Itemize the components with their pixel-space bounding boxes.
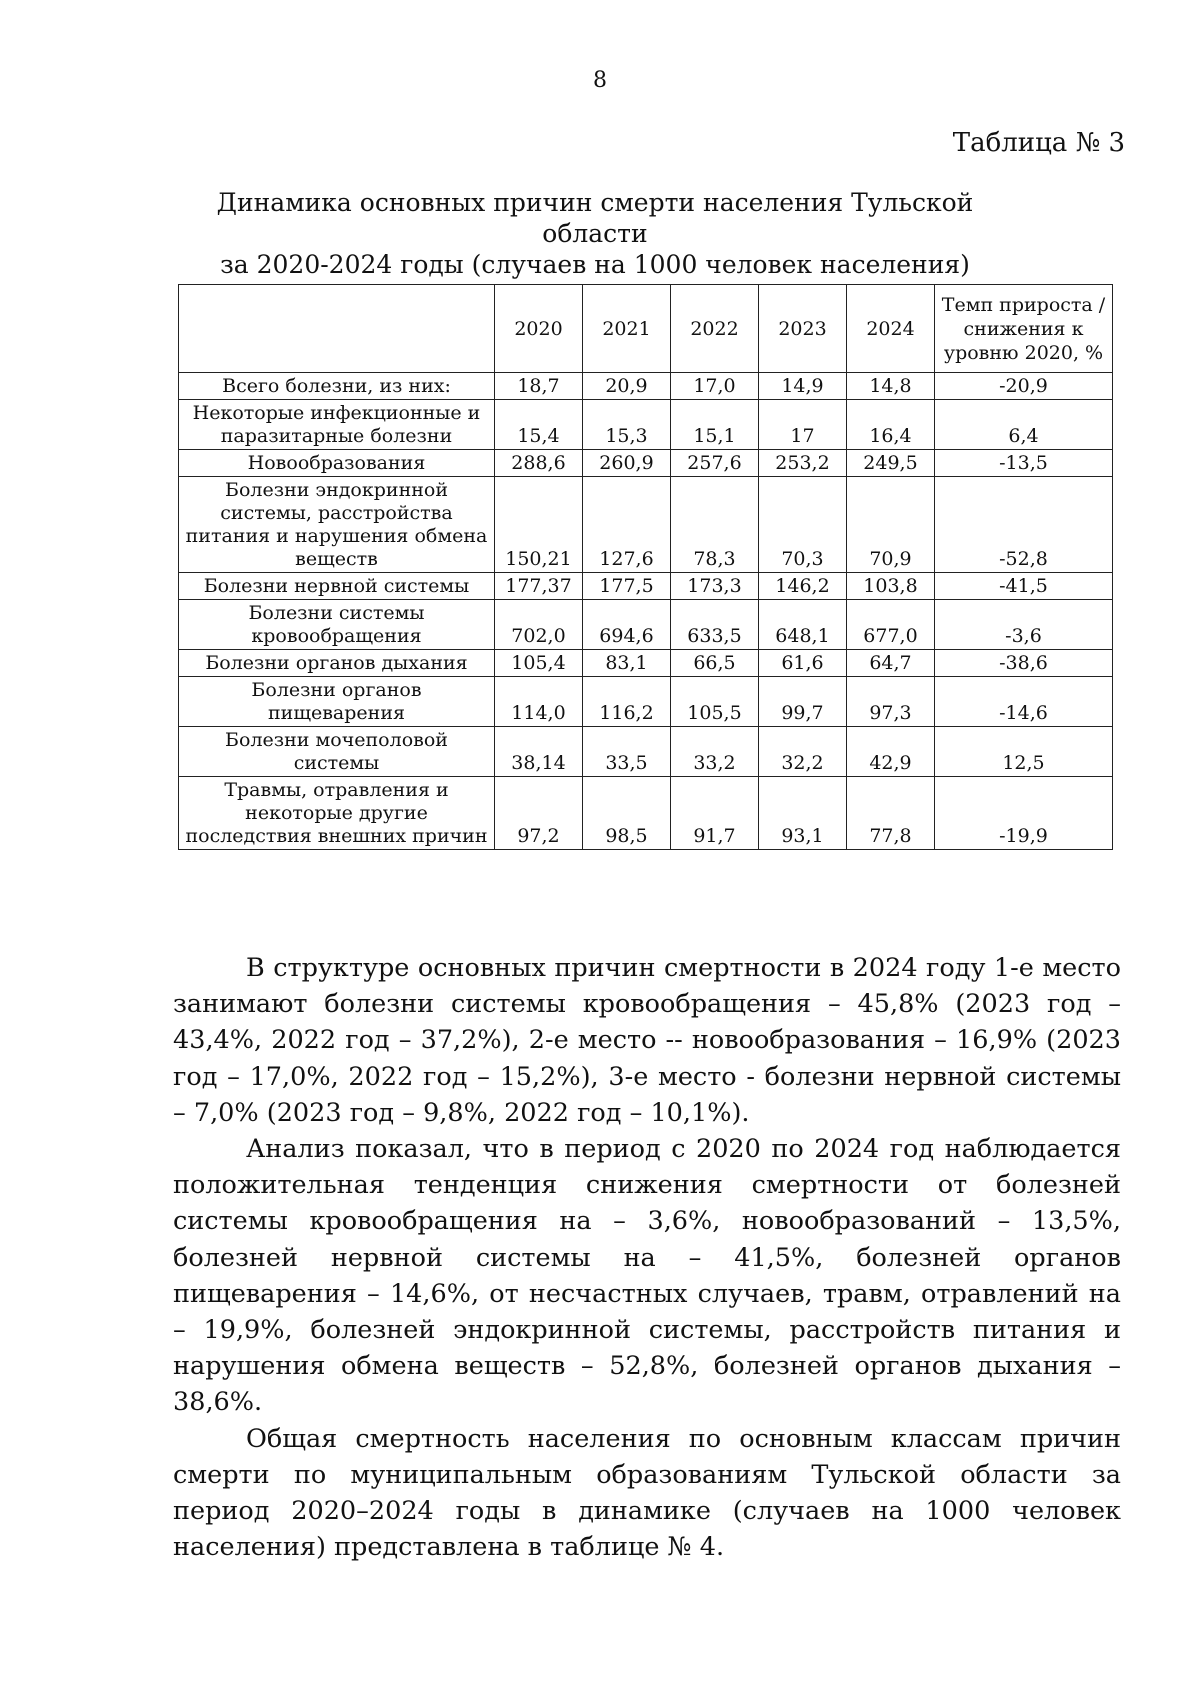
cell-growth-rate: 6,4 (935, 400, 1113, 450)
header-cell-2023: 2023 (759, 285, 847, 373)
header-cell-2020: 2020 (495, 285, 583, 373)
cell-2022: 91,7 (671, 777, 759, 850)
cell-2023: 93,1 (759, 777, 847, 850)
table-row (179, 450, 1113, 477)
header-cell-growth-rate: Темп прироста /снижения к уровню 2020, % (935, 285, 1113, 373)
header-cell-2021: 2021 (583, 285, 671, 373)
page-number: 8 (593, 68, 607, 93)
cell-2023: 648,1 (759, 600, 847, 650)
header-cell-name (179, 285, 495, 373)
cell-2024: 677,0 (847, 600, 935, 650)
table-row (179, 400, 1113, 450)
row-name: Болезни мочеполовой системы (179, 727, 495, 777)
cell-growth-rate: -52,8 (935, 477, 1113, 573)
cell-2024: 16,4 (847, 400, 935, 450)
cell-growth-rate: -41,5 (935, 573, 1113, 600)
row-name: Болезни органов дыхания (179, 650, 495, 677)
cell-2021: 116,2 (583, 677, 671, 727)
cell-2020: 97,2 (495, 777, 583, 850)
cell-2024: 14,8 (847, 373, 935, 400)
cell-2021: 260,9 (583, 450, 671, 477)
cell-2022: 78,3 (671, 477, 759, 573)
cell-2021: 15,3 (583, 400, 671, 450)
cell-2022: 15,1 (671, 400, 759, 450)
cell-2020: 702,0 (495, 600, 583, 650)
cell-2022: 173,3 (671, 573, 759, 600)
header-cell-2022: 2022 (671, 285, 759, 373)
row-name: Болезни нервной системы (179, 573, 495, 600)
cell-growth-rate: -20,9 (935, 373, 1113, 400)
cell-2020: 177,37 (495, 573, 583, 600)
row-name: Некоторые инфекционные и паразитарные болезни (179, 400, 495, 450)
cell-2024: 42,9 (847, 727, 935, 777)
cell-2023: 70,3 (759, 477, 847, 573)
body-text (173, 950, 1121, 1565)
cell-2023: 14,9 (759, 373, 847, 400)
table-label: Таблица № 3 (952, 128, 1125, 158)
cell-2024: 70,9 (847, 477, 935, 573)
table-header-row (179, 285, 1113, 373)
cell-2024: 64,7 (847, 650, 935, 677)
cell-2022: 66,5 (671, 650, 759, 677)
cell-2020: 38,14 (495, 727, 583, 777)
table-row (179, 677, 1113, 727)
cell-2023: 146,2 (759, 573, 847, 600)
cell-growth-rate: -38,6 (935, 650, 1113, 677)
cell-2020: 15,4 (495, 400, 583, 450)
cell-growth-rate: -3,6 (935, 600, 1113, 650)
table-row (179, 777, 1113, 850)
row-name: Травмы, отравления и некоторые другие последствия внешних причин (179, 777, 495, 850)
paragraph-reference: Общая смертность населения по основным классам причин смерти по муниципальным образованиям Тульской области за период 2020–2024 годы в динамике (случаев на 1000 человек населения) представлена в таблице № 4. (173, 1423, 1121, 1563)
table-row (179, 477, 1113, 573)
row-name: Всего болезни, из них: (179, 373, 495, 400)
cell-2024: 97,3 (847, 677, 935, 727)
table-title-line2: за 2020-2024 годы (случаев на 1000 человек населения) (220, 250, 970, 279)
cell-2020: 288,6 (495, 450, 583, 477)
mortality-table (178, 284, 1113, 850)
cell-2020: 105,4 (495, 650, 583, 677)
cell-2021: 83,1 (583, 650, 671, 677)
cell-growth-rate: -14,6 (935, 677, 1113, 727)
cell-2024: 103,8 (847, 573, 935, 600)
cell-growth-rate: 12,5 (935, 727, 1113, 777)
cell-2023: 253,2 (759, 450, 847, 477)
cell-2021: 33,5 (583, 727, 671, 777)
table-row (179, 373, 1113, 400)
cell-2021: 20,9 (583, 373, 671, 400)
row-name: Болезни системы кровообращения (179, 600, 495, 650)
cell-2021: 694,6 (583, 600, 671, 650)
cell-2022: 33,2 (671, 727, 759, 777)
cell-2024: 77,8 (847, 777, 935, 850)
cell-2022: 17,0 (671, 373, 759, 400)
cell-2021: 177,5 (583, 573, 671, 600)
cell-2020: 114,0 (495, 677, 583, 727)
cell-2021: 98,5 (583, 777, 671, 850)
paragraph-structure: В структуре основных причин смертности в 2024 году 1-е место занимают болезни системы кровообращения – 45,8% (2023 год – 43,4%, 2022 год – 37,2%), 2-е место -- новообразования – 16,9% (2023 год – 17,0%, 2022 год – 15,2%), 3-е место - болезни нервной системы – 7,0% (2023 год – 9,8%, 2022 год – 10,1%). (173, 953, 1121, 1128)
paragraph-analysis: Анализ показал, что в период с 2020 по 2024 год наблюдается положительная тенденция снижения смертности от болезней системы кровообращения на – 3,6%, новообразований – 13,5%, болезней нервной системы на – 41,5%, болезней органов пищеварения – 14,6%, от несчастных случаев, травм, отравлений на – 19,9%, болезней эндокринной системы, расстройств питания и нарушения обмена веществ – 52,8%, болезней органов дыхания – 38,6%. (173, 1134, 1121, 1418)
cell-2023: 61,6 (759, 650, 847, 677)
cell-2022: 633,5 (671, 600, 759, 650)
cell-2020: 18,7 (495, 373, 583, 400)
cell-2023: 99,7 (759, 677, 847, 727)
cell-2021: 127,6 (583, 477, 671, 573)
cell-growth-rate: -19,9 (935, 777, 1113, 850)
row-name: Болезни эндокринной системы, расстройства питания и нарушения обмена веществ (179, 477, 495, 573)
table-row (179, 573, 1113, 600)
cell-2023: 32,2 (759, 727, 847, 777)
table-row (179, 727, 1113, 777)
cell-2020: 150,21 (495, 477, 583, 573)
table-row (179, 600, 1113, 650)
cell-2024: 249,5 (847, 450, 935, 477)
cell-2022: 257,6 (671, 450, 759, 477)
cell-2022: 105,5 (671, 677, 759, 727)
table-row (179, 650, 1113, 677)
header-cell-2024: 2024 (847, 285, 935, 373)
cell-growth-rate: -13,5 (935, 450, 1113, 477)
cell-2023: 17 (759, 400, 847, 450)
table-title-line1: Динамика основных причин смерти населения Тульской области (216, 188, 974, 248)
row-name: Новообразования (179, 450, 495, 477)
table-title (160, 187, 1030, 280)
row-name: Болезни органов пищеварения (179, 677, 495, 727)
